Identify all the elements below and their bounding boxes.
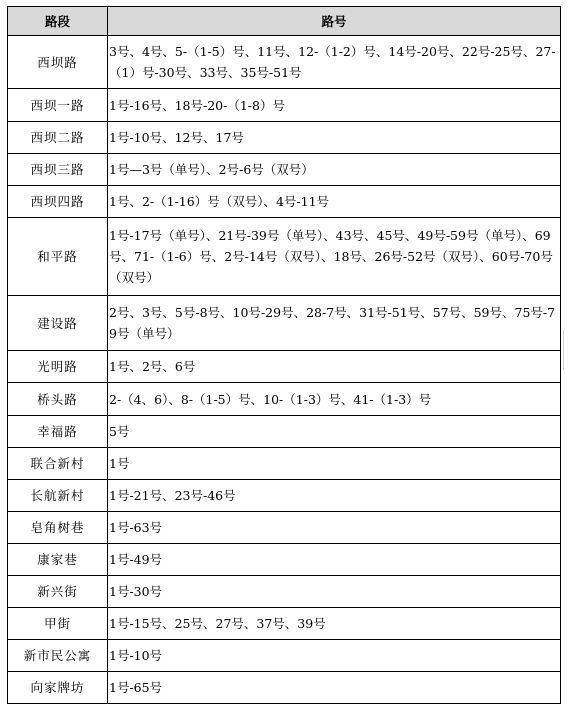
road-numbers: 2号、3号、5号-8号、10号-29号、28-7号、31号-51号、57号、59号、75号-79号（单号） [108,296,561,351]
road-name: 康家巷 [8,544,108,576]
table-header-row [8,7,561,36]
road-name: 西坝三路 [8,154,108,186]
road-name: 桥头路 [8,383,108,416]
road-name: 皂角树巷 [8,512,108,544]
table-row [8,218,561,296]
road-name: 西坝路 [8,36,108,89]
header-road-number: 路号 [108,7,561,36]
road-numbers: 3号、4号、5-（1-5）号、11号、12-（1-2）号、14号-20号、22号-25号、27-（1）号-30号、33号、35号-51号 [108,36,561,89]
table-row [8,186,561,218]
road-numbers: 1号-16号、18号-20-（1-8）号 [108,89,561,122]
road-name: 联合新村 [8,448,108,480]
table-row [8,154,561,186]
road-numbers: 1号-65号 [108,672,561,704]
page-edge-divider [563,330,569,370]
road-numbers: 1号-63号 [108,512,561,544]
road-name: 向家牌坊 [8,672,108,704]
road-name: 幸福路 [8,416,108,448]
table-row [8,544,561,576]
road-name: 甲街 [8,608,108,640]
road-numbers: 2-（4、6）、8-（1-5）号、10-（1-3）号、41-（1-3）号 [108,383,561,416]
road-name: 西坝一路 [8,89,108,122]
table-row [8,383,561,416]
road-name: 建设路 [8,296,108,351]
table-row [8,640,561,672]
road-name: 西坝四路 [8,186,108,218]
road-number-table-container [7,6,560,704]
road-name: 新兴街 [8,576,108,608]
road-name: 长航新村 [8,480,108,512]
road-numbers: 1号-10号、12号、17号 [108,122,561,154]
road-name: 和平路 [8,218,108,296]
table-row [8,416,561,448]
road-numbers: 1号 [108,448,561,480]
table-row [8,672,561,704]
road-numbers: 1号-21号、23号-46号 [108,480,561,512]
road-name: 光明路 [8,351,108,383]
road-numbers: 5号 [108,416,561,448]
road-number-table [7,6,561,704]
road-name: 新市民公寓 [8,640,108,672]
road-name: 西坝二路 [8,122,108,154]
table-row [8,512,561,544]
road-numbers: 1号-10号 [108,640,561,672]
road-numbers: 1号-17号（单号）、21号-39号（单号）、43号、45号、49号-59号（单号）、69号、71-（1-6）号、2号-14号（双号）、18号、26号-52号（双号）、60号-70号（双号） [108,218,561,296]
road-numbers: 1号-49号 [108,544,561,576]
header-road-section: 路段 [8,7,108,36]
table-row [8,122,561,154]
table-row [8,480,561,512]
table-row [8,351,561,383]
table-row [8,89,561,122]
road-numbers: 1号-15号、25号、27号、37号、39号 [108,608,561,640]
road-numbers: 1号-30号 [108,576,561,608]
table-row [8,296,561,351]
table-row [8,576,561,608]
road-numbers: 1号—3号（单号）、2号-6号（双号） [108,154,561,186]
road-numbers: 1号、2-（1-16）号（双号）、4号-11号 [108,186,561,218]
table-row [8,36,561,89]
table-row [8,448,561,480]
road-numbers: 1号、2号、6号 [108,351,561,383]
table-row [8,608,561,640]
